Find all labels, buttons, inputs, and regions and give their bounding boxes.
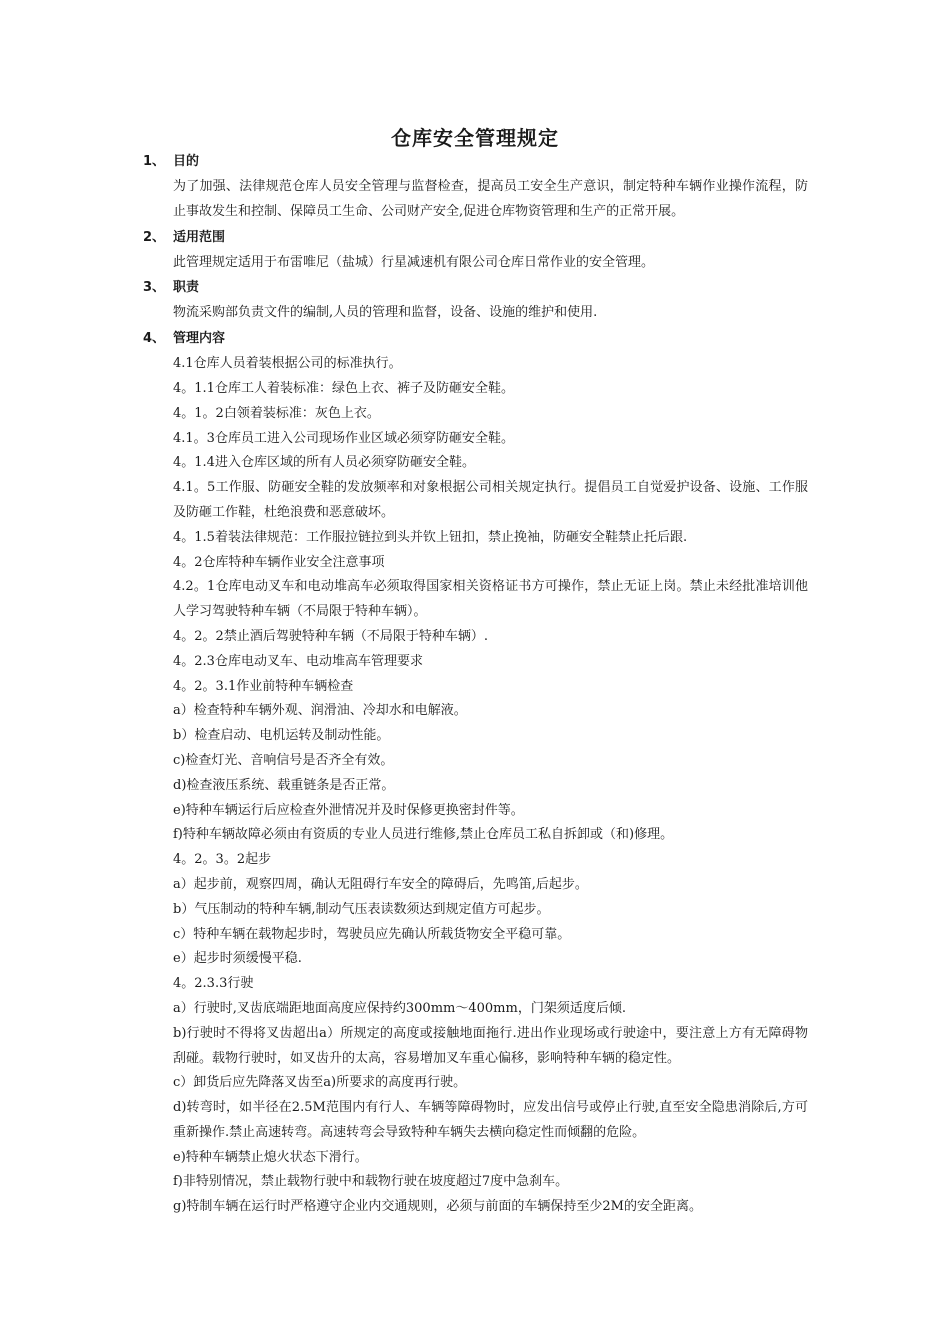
paragraph: 4.1。3仓库员工进入公司现场作业区域必须穿防砸安全鞋。 xyxy=(173,430,514,446)
paragraph: 4。2.3.3行驶 xyxy=(173,976,254,992)
paragraph: a）起步前，观察四周，确认无阻碍行车安全的障碍后，先鸣笛,后起步。 xyxy=(173,876,588,892)
paragraph: 4。2。2禁止酒后驾驶特种车辆（不局限于特种车辆）. xyxy=(173,628,488,644)
paragraph: c)检查灯光、音响信号是否齐全有效。 xyxy=(173,752,394,768)
section-title: 职责 xyxy=(173,280,200,296)
paragraph: 4。1.5着装法律规范：工作服拉链拉到头并钦上钮扣，禁止挽袖，防砸安全鞋禁止托后跟. xyxy=(173,529,688,545)
paragraph: 物流采购部负责文件的编制,人员的管理和监督，设备、设施的维护和使用. xyxy=(173,305,598,321)
section-number: 1、 xyxy=(143,154,166,169)
paragraph: 4。2。3。2起步 xyxy=(173,852,272,868)
paragraph: b）气压制动的特种车辆,制动气压表读数须达到规定值方可起步。 xyxy=(173,901,550,917)
paragraph: 4.1。5工作服、防砸安全鞋的发放频率和对象根据公司相关规定执行。提倡员工自觉爱护设备、设施、工作服及防砸工作鞋，杜绝浪费和恶意破坏。 xyxy=(173,480,808,520)
document-body xyxy=(0,149,950,1220)
section-heading-scope xyxy=(0,225,950,251)
paragraph: e)特种车辆禁止熄火状态下滑行。 xyxy=(173,1149,368,1165)
paragraph: a）行驶时,叉齿底端距地面高度应保持约300mm～400mm，门架须适度后倾. xyxy=(173,1000,626,1016)
paragraph: g)特制车辆在运行时严格遵守企业内交通规则，必须与前面的车辆保持至少2M的安全距离。 xyxy=(173,1199,702,1215)
paragraph: 4。1。2白领着装标准：灰色上衣。 xyxy=(173,405,380,421)
paragraph: b）检查启动、电机运转及制动性能。 xyxy=(173,728,390,744)
paragraph: 4。1.4进入仓库区域的所有人员必须穿防砸安全鞋。 xyxy=(173,455,475,471)
section-number: 2、 xyxy=(143,229,166,245)
section-title: 适用范围 xyxy=(173,229,226,245)
section-number: 4、 xyxy=(143,331,166,347)
section-heading-responsibility xyxy=(0,275,950,301)
paragraph: d)转弯时，如半径在2.5M范围内有行人、车辆等障碍物时，应发出信号或停止行驶,直至安全隐患消除后,方可重新操作.禁止高速转弯。高速转弯会导致特种车辆失去横向稳定性而倾翻的危险。 xyxy=(173,1100,808,1140)
paragraph: e）起步时须缓慢平稳. xyxy=(173,951,302,967)
paragraph: e)特种车辆运行后应检查外泄情况并及时保修更换密封件等。 xyxy=(173,802,524,818)
paragraph: d)检查液压系统、载重链条是否正常。 xyxy=(173,777,395,793)
paragraph: 此管理规定适用于布雷唯尼（盐城）行星减速机有限公司仓库日常作业的安全管理。 xyxy=(173,254,655,270)
section-heading-purpose xyxy=(0,149,950,175)
section-heading-management xyxy=(0,326,950,352)
paragraph: c）特种车辆在载物起步时，驾驶员应先确认所载货物安全平稳可靠。 xyxy=(173,926,571,942)
paragraph: a）检查特种车辆外观、润滑油、冷却水和电解液。 xyxy=(173,703,467,719)
paragraph: b)行驶时不得将叉齿超出a）所规定的高度或接触地面拖行.进出作业现场或行驶途中，要注意上方有无障碍物刮碰。载物行驶时，如叉齿升的太高，容易增加叉车重心偏移，影响特种车辆的稳定性。 xyxy=(173,1025,808,1066)
paragraph: 4.1仓库人员着装根据公司的标准执行。 xyxy=(173,356,402,372)
paragraph: f)非特别情况，禁止载物行驶中和载物行驶在坡度超过7度中急刹车。 xyxy=(173,1174,569,1190)
paragraph: 为了加强、法律规范仓库人员安全管理与监督检查，提高员工安全生产意识，制定特种车辆作业操作流程，防止事故发生和控制、保障员工生命、公司财产安全,促进仓库物资管理和生产的正常开展。 xyxy=(173,179,808,219)
paragraph: 4。1.1仓库工人着装标准：绿色上衣、裤子及防砸安全鞋。 xyxy=(173,380,514,396)
paragraph: c）卸货后应先降落叉齿至a)所要求的高度再行驶。 xyxy=(173,1075,467,1091)
paragraph: f)特种车辆故障必须由有资质的专业人员进行维修,禁止仓库员工私自拆卸或（和)修理。 xyxy=(173,827,674,843)
document-title: 仓库安全管理规定 xyxy=(391,126,559,150)
paragraph: 4。2.3仓库电动叉车、电动堆高车管理要求 xyxy=(173,653,423,669)
paragraph: 4.2。1仓库电动叉车和电动堆高车必须取得国家相关资格证书方可操作，禁止无证上岗。禁止未经批准培训他人学习驾驶特种车辆（不局限于特种车辆）。 xyxy=(173,579,808,620)
section-number: 3、 xyxy=(143,280,166,296)
paragraph: 4。2仓库特种车辆作业安全注意事项 xyxy=(173,554,385,570)
paragraph: 4。2。3.1作业前特种车辆检查 xyxy=(173,678,354,694)
section-title: 目的 xyxy=(173,154,200,169)
section-title: 管理内容 xyxy=(173,331,226,347)
